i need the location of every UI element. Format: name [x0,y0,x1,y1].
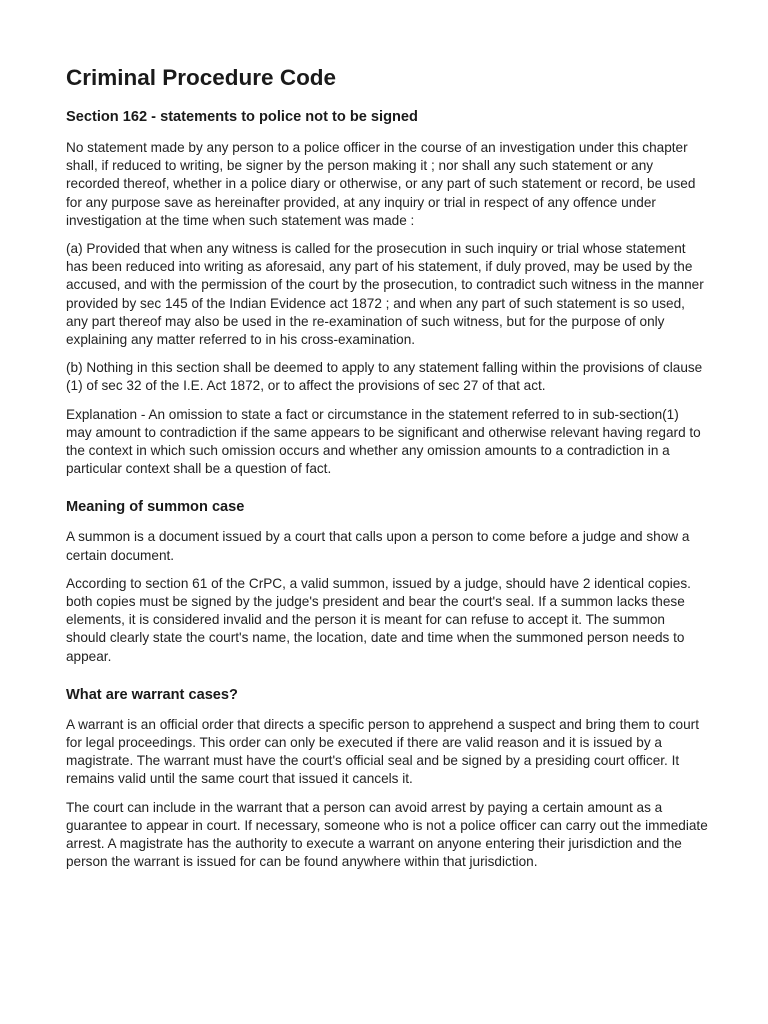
paragraph: Explanation - An omission to state a fact or circumstance in the statement referred to in sub-section(1) may amount to contradiction if the same appears to be significant and otherwise relevant having regard to the context in which such omission occurs and whether any omission amounts to a contradiction in a particular context shall be a question of fact. [66,406,701,477]
paragraph: No statement made by any person to a police officer in the course of an investigation under this chapter shall, if reduced to writing, be signer by the person making it ; nor shall any such statement or any recorded thereof, whether in a police diary or otherwise, or any part of such statement or record, be used for any purpose save as hereinafter provided, at any inquiry or trial in respect of any offence under investigation at the time when such statement was made : [66,140,696,228]
document-page [66,64,708,882]
section-162-heading: Section 162 - statements to police not to be signed [66,109,418,125]
document-title: Criminal Procedure Code [66,65,337,90]
warrant-cases-heading: What are warrant cases? [66,686,238,703]
paragraph: The court can include in the warrant that a person can avoid arrest by paying a certain amount as a guarantee to appear in court. If necessary, someone who is not a police officer can carry out the immediate arrest. A magistrate has the authority to execute a warrant on anyone entering their jurisdiction and the person the warrant is issued for can be found anywhere within that jurisdiction. [66,799,708,870]
section-warrant-cases [66,686,708,872]
section-162 [66,108,708,478]
summon-case-heading: Meaning of summon case [66,499,245,516]
paragraph: (b) Nothing in this section shall be deemed to apply to any statement falling within the provisions of clause (1) of sec 32 of the I.E. Act 1872, or to affect the provisions of sec 27 of that act. [66,360,703,394]
paragraph: A warrant is an official order that directs a specific person to apprehend a suspect and bring them to court for legal proceedings. This order can only be executed if there are valid reason and it is issued by a magistrate. The warrant must have the court's official seal and be signed by a presiding court officer. It remains valid until the same court that issued it cancels it. [66,716,699,787]
paragraph: A summon is a document issued by a court that calls upon a person to come before a judge and show a certain document. [66,529,690,563]
paragraph: According to section 61 of the CrPC, a valid summon, issued by a judge, should have 2 identical copies. both copies must be signed by the judge's president and bear the court's seal. If a summon lacks these elements, it is considered invalid and the person it is meant for can refuse to accept it. The summon should clearly state the court's name, the location, date and time when the summoned person needs to appear. [66,575,691,664]
paragraph: (a) Provided that when any witness is called for the prosecution in such inquiry or trial whose statement has been reduced into writing as aforesaid, any part of his statement, if duly proved, may be used by the accused, and with the permission of the court by the prosecution, to contradict such witness in the manner provided by sec 145 of the Indian Evidence act 1872 ; and when any part of such statement is so used, any part thereof may also be used in the re-examination of such witness, but for the purpose of only explaining any matter referred to in his cross-examination. [66,241,704,348]
section-summon-case [66,498,708,665]
